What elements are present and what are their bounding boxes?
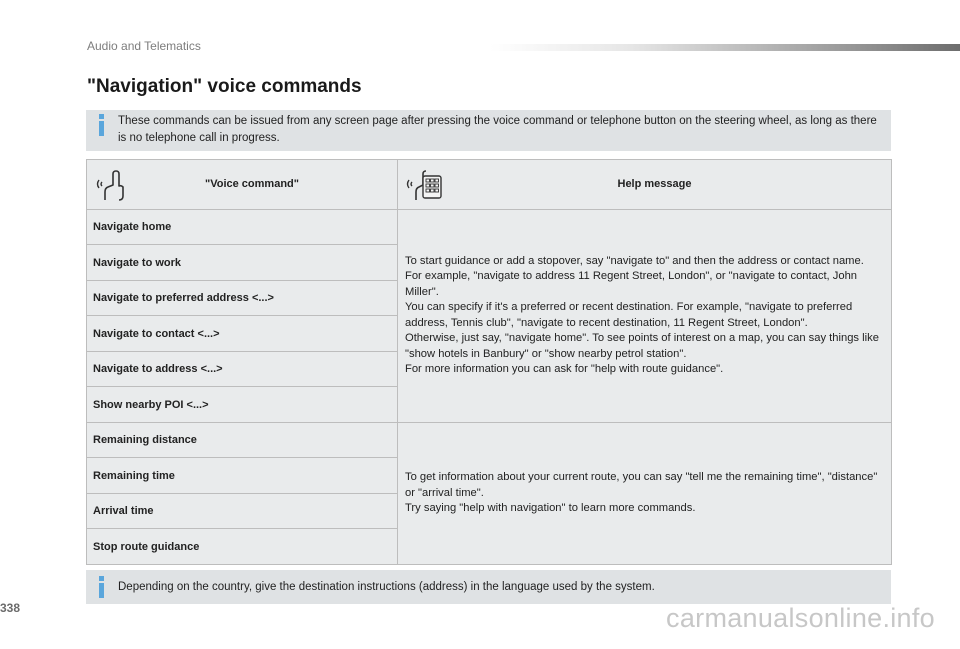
voice-commands-table bbox=[86, 159, 892, 565]
command-cell: Stop route guidance bbox=[87, 529, 398, 565]
command-cell: Navigate home bbox=[87, 209, 398, 245]
command-cell: Remaining time bbox=[87, 458, 398, 494]
help-message-icon bbox=[406, 168, 446, 202]
command-cell: Navigate to work bbox=[87, 245, 398, 281]
page-number: 338 bbox=[0, 601, 21, 615]
voice-command-icon bbox=[95, 168, 129, 202]
table-row bbox=[87, 422, 892, 458]
help-line: For more information you can ask for "help with route guidance". bbox=[405, 363, 724, 376]
info-box-top bbox=[86, 110, 891, 151]
help-line: To get information about your current route, you can say "tell me the remaining time", "distance" or "arrival time". bbox=[405, 471, 878, 499]
voice-command-header bbox=[87, 160, 398, 210]
info-text-bottom: Depending on the country, give the destination instructions (address) in the language used by the system. bbox=[118, 581, 655, 593]
voice-command-header-label: "Voice command" bbox=[205, 178, 299, 191]
command-cell: Navigate to contact <...> bbox=[87, 316, 398, 352]
section-label: Audio and Telematics bbox=[87, 39, 201, 53]
command-cell: Navigate to preferred address <...> bbox=[87, 280, 398, 316]
help-line: Try saying "help with navigation" to learn more commands. bbox=[405, 502, 696, 515]
table-header-row bbox=[87, 160, 892, 210]
table-row bbox=[87, 209, 892, 245]
help-line: Otherwise, just say, "navigate home". To see points of interest on a map, you can say things like "show hotels in Banbury" or "show nearby petrol station". bbox=[405, 332, 879, 360]
info-text-top: These commands can be issued from any screen page after pressing the voice command or telephone button on the steering wheel, as long as there is no telephone call in progress. bbox=[118, 115, 877, 144]
help-line: To start guidance or add a stopover, say "navigate to" and then the address or contact name. bbox=[405, 254, 864, 267]
command-cell: Remaining distance bbox=[87, 422, 398, 458]
info-icon bbox=[98, 576, 104, 598]
help-line: For example, "navigate to address 11 Regent Street, London", or "navigate to contact, John Miller". bbox=[405, 270, 858, 298]
help-message-header-label: Help message bbox=[617, 178, 692, 191]
page-title: "Navigation" voice commands bbox=[87, 76, 362, 97]
command-cell: Arrival time bbox=[87, 493, 398, 529]
command-cell: Show nearby POI <...> bbox=[87, 387, 398, 423]
command-cell: Navigate to address <...> bbox=[87, 351, 398, 387]
header-gradient-bar bbox=[490, 44, 960, 51]
help-message-header bbox=[398, 160, 892, 210]
info-icon bbox=[98, 114, 104, 136]
help-cell-route-info bbox=[398, 422, 892, 564]
info-box-bottom bbox=[86, 570, 891, 604]
help-cell-navigation bbox=[398, 209, 892, 422]
help-line: You can specify if it's a preferred or recent destination. For example, "navigate to preferred address, Tennis club", "navigate to recent destination, 11 Regent Street, London". bbox=[405, 301, 853, 329]
watermark: carmanualsonline.info bbox=[666, 603, 935, 633]
